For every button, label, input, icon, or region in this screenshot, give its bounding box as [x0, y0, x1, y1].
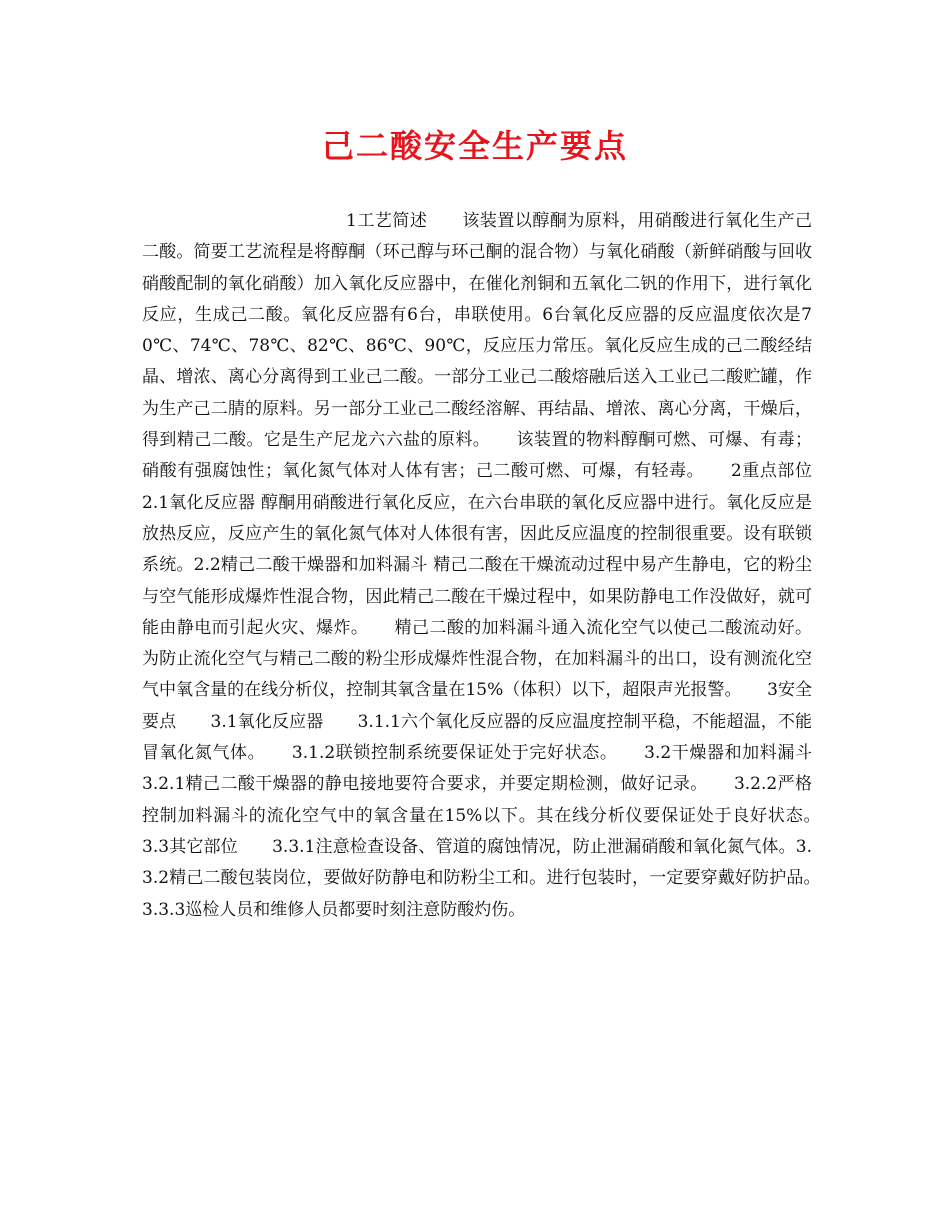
document-title: 己二酸安全生产要点 — [321, 127, 628, 165]
document-body: 1工艺简述 该装置以醇酮为原料，用硝酸进行氧化生产己二酸。简要工艺流程是将醇酮（环己醇与环己酮的混合物）与氧化硝酸（新鲜硝酸与回收硝酸配制的氧化硝酸）加入氧化反应器中，在催化剂铜和五氧化二钒的作用下，进行氧化反应，生成己二酸。氧化反应器有6台，串联使用。6台氧化反应器的反应温度依次是70℃、74℃、78℃、82℃、86℃、90℃，反应压力常压。氧化反应生成的己二酸经结晶、增浓、离心分离得到工业己二酸。一部分工业己二酸熔融后送入工业己二酸贮罐，作为生产己二腈的原料。另一部分工业己二酸经溶解、再结晶、增浓、离心分离，干燥后，得到精己二酸。它是生产尼龙六六盐的原料。 该装置的物料醇酮可燃、可爆、有毒；硝酸有强腐蚀性；氧化氮气体对人体有害；己二酸可燃、可爆，有轻毒。 2重点部位 2.1氧化反应器 醇酮用硝酸进行氧化反应，在六台串联的氧化反应器中进行。氧化反应是放热反应，反应产生的氧化氮气体对人体很有害，因此反应温度的控制很重要。设有联锁系统。2.2精己二酸干燥器和加料漏斗 精己二酸在干燥流动过程中易产生静电，它的粉尘与空气能形成爆炸性混合物，因此精己二酸在干燥过程中，如果防静电工作没做好，就可能由静电而引起火灾、爆炸。 精己二酸的加料漏斗通入流化空气以使己二酸流动好。为防止流化空气与精己二酸的粉尘形成爆炸性混合物，在加料漏斗的出口，设有测流化空气中氧含量的在线分析仪，控制其氧含量在15%（体积）以下，超限声光报警。 3安全要点 3.1氧化反应器 3.1.1六个氧化反应器的反应温度控制平稳，不能超温，不能冒氧化氮气体。 3.1.2联锁控制系统要保证处于完好状态。 3.2干燥器和加料漏斗 3.2.1精己二酸干燥器的静电接地要符合要求，并要定期检测，做好记录。 3.2.2严格控制加料漏斗的流化空气中的氧含量在15%以下。其在线分析仪要保证处于良好状态。 3.3其它部位 3.3.1注意检查设备、管道的腐蚀情况，防止泄漏硝酸和氧化氮气体。3.3.2精己二酸包装岗位，要做好防静电和防粉尘工和。进行包装时，一定要穿戴好防护品。 3.3.3巡检人员和维修人员都要时刻注意防酸灼伤。 — [142, 211, 846, 920]
